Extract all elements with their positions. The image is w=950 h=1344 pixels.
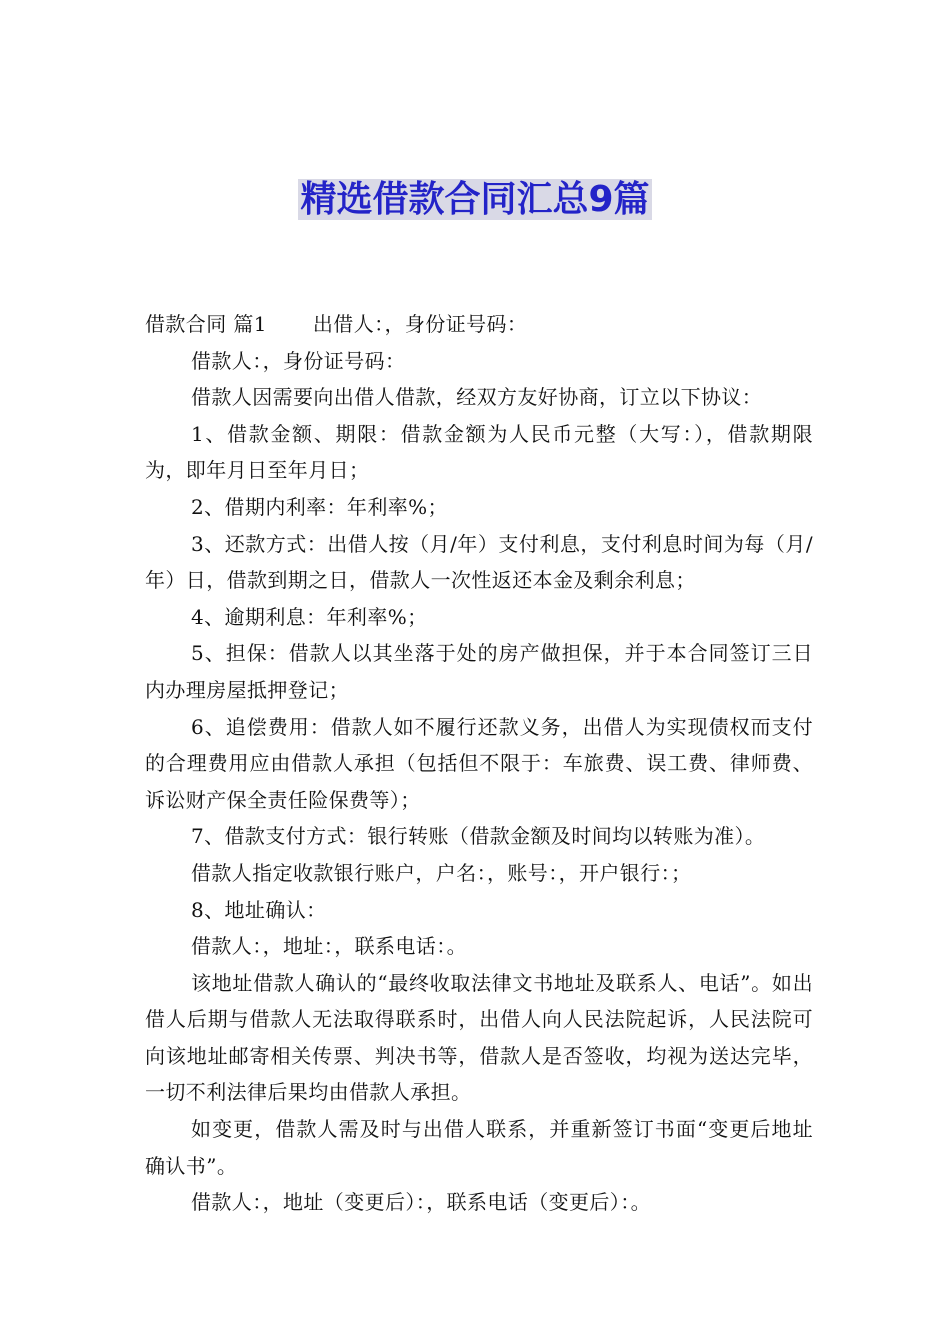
paragraph: 7、借款支付方式：银行转账（借款金额及时间均以转账为准）。 — [191, 824, 766, 849]
paragraph: 6、追偿费用：借款人如不履行还款义务，出借人为实现债权而支付的合理费用应由借款人承担（包括但不限于：车旅费、误工费、律师费、诉讼财产保全责任险保费等）； — [145, 714, 813, 812]
paragraph: 借款人：，身份证号码： — [191, 348, 406, 373]
paragraph: 借款人：，地址：，联系电话：。 — [191, 934, 467, 959]
paragraph: 1、借款金额、期限：借款金额为人民币元整（大写：），借款期限为，即年月日至年月日； — [145, 421, 813, 483]
document-body — [145, 306, 813, 1221]
paragraph: 该地址借款人确认的“最终收取法律文书地址及联系人、电话”。如出借人后期与借款人无法取得联系时，出借人向人民法院起诉，人民法院可向该地址邮寄相关传票、判决书等，借款人是否签收，均视为送达完毕，一切不利法律后果均由借款人承担。 — [145, 970, 813, 1105]
document-title-text: 精选借款合同汇总9篇 — [300, 179, 650, 220]
paragraph: 5、担保：借款人以其坐落于处的房产做担保，并于本合同签订三日内办理房屋抵押登记； — [145, 641, 813, 702]
paragraph: 4、逾期利息：年利率%； — [191, 604, 428, 629]
paragraph: 借款人：，地址（变更后）：，联系电话（变更后）：。 — [191, 1190, 651, 1215]
lender-line: 出借人：，身份证号码： — [312, 312, 528, 336]
section-heading: 借款合同 篇1 — [145, 312, 267, 336]
section-heading-line — [145, 306, 813, 343]
paragraph: 如变更，借款人需及时与出借人联系，并重新签订书面“变更后地址确认书”。 — [145, 1117, 813, 1178]
paragraph: 8、地址确认： — [191, 897, 327, 922]
paragraph: 借款人指定收款银行账户，户名：，账号：，开户银行：； — [191, 860, 692, 885]
paragraph: 3、还款方式：出借人按（月/年）支付利息，支付利息时间为每（月/年）日，借款到期之日，借款人一次性返还本金及剩余利息； — [145, 531, 813, 593]
paragraph: 2、借期内利率：年利率%； — [191, 494, 448, 519]
paragraph: 借款人因需要向出借人借款，经双方友好协商，订立以下协议： — [191, 385, 763, 410]
document-title — [0, 176, 950, 224]
